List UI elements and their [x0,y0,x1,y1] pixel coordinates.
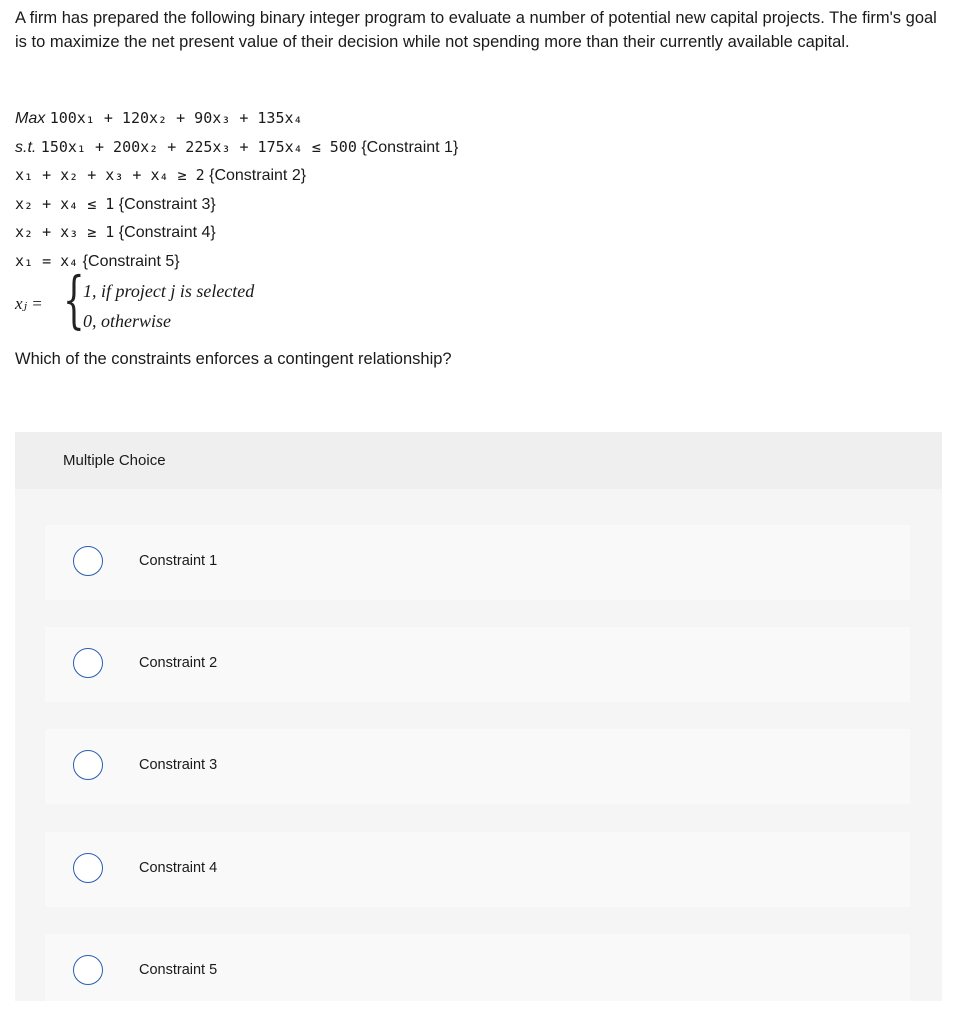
choice-option-2[interactable] [45,627,910,702]
integer-program [15,104,458,337]
objective-label: Max [15,110,46,127]
binary-case-selected: 1, if project j is selected [83,281,255,301]
constraint-4-line [15,218,458,247]
question-prompt: Which of the constraints enforces a contingent relationship? [15,350,452,368]
choice-option-3[interactable] [45,729,910,804]
radio-button-icon[interactable] [73,853,103,883]
constraint-5-expression: x₁ = x₄ [15,251,79,270]
binary-case-otherwise: 0, otherwise [83,311,171,331]
constraint-3-expression: x₂ + x₄ ≤ 1 [15,194,115,213]
radio-button-icon[interactable] [73,648,103,678]
choice-label: Constraint 5 [139,962,218,978]
radio-button-icon[interactable] [73,546,103,576]
choice-option-5[interactable] [45,934,910,1001]
constraint-1-tag: {Constraint 1} [361,138,459,156]
constraint-2-expression: x₁ + x₂ + x₃ + x₄ ≥ 2 [15,166,205,184]
multiple-choice-title: Multiple Choice [63,452,166,469]
choice-label: Constraint 1 [139,553,218,569]
left-brace-symbol: { [63,263,85,336]
multiple-choice-panel [15,432,942,1001]
constraint-2-tag: {Constraint 2} [209,167,307,184]
subject-to-label: s.t. [15,138,37,156]
constraint-2-line [15,161,458,190]
constraint-3-tag: {Constraint 3} [118,195,216,213]
objective-expression: 100x₁ + 120x₂ + 90x₃ + 135x₄ [49,109,303,127]
choice-option-1[interactable] [45,525,910,600]
multiple-choice-header [15,432,942,489]
constraint-4-expression: x₂ + x₃ ≥ 1 [15,223,115,241]
binary-lhs: xⱼ = [15,294,43,313]
objective-line [15,104,458,133]
constraint-1-expression: 150x₁ + 200x₂ + 225x₃ + 175x₄ ≤ 500 [40,137,357,156]
constraint-5-tag: {Constraint 5} [82,252,180,270]
choice-label: Constraint 4 [139,860,218,876]
radio-button-icon[interactable] [73,750,103,780]
choice-option-4[interactable] [45,832,910,907]
radio-button-icon[interactable] [73,955,103,985]
choice-label: Constraint 3 [139,757,218,773]
binary-definition [15,263,458,337]
constraint-4-tag: {Constraint 4} [118,224,216,241]
constraint-3-line [15,190,458,219]
question-text: A firm has prepared the following binary integer program to evaluate a number of potential new capital projects. The firm's goal is to maximize the net present value of their decision while not spending more than their currently available capital. [15,9,937,51]
constraint-1-line [15,133,458,162]
choice-label: Constraint 2 [139,655,218,671]
